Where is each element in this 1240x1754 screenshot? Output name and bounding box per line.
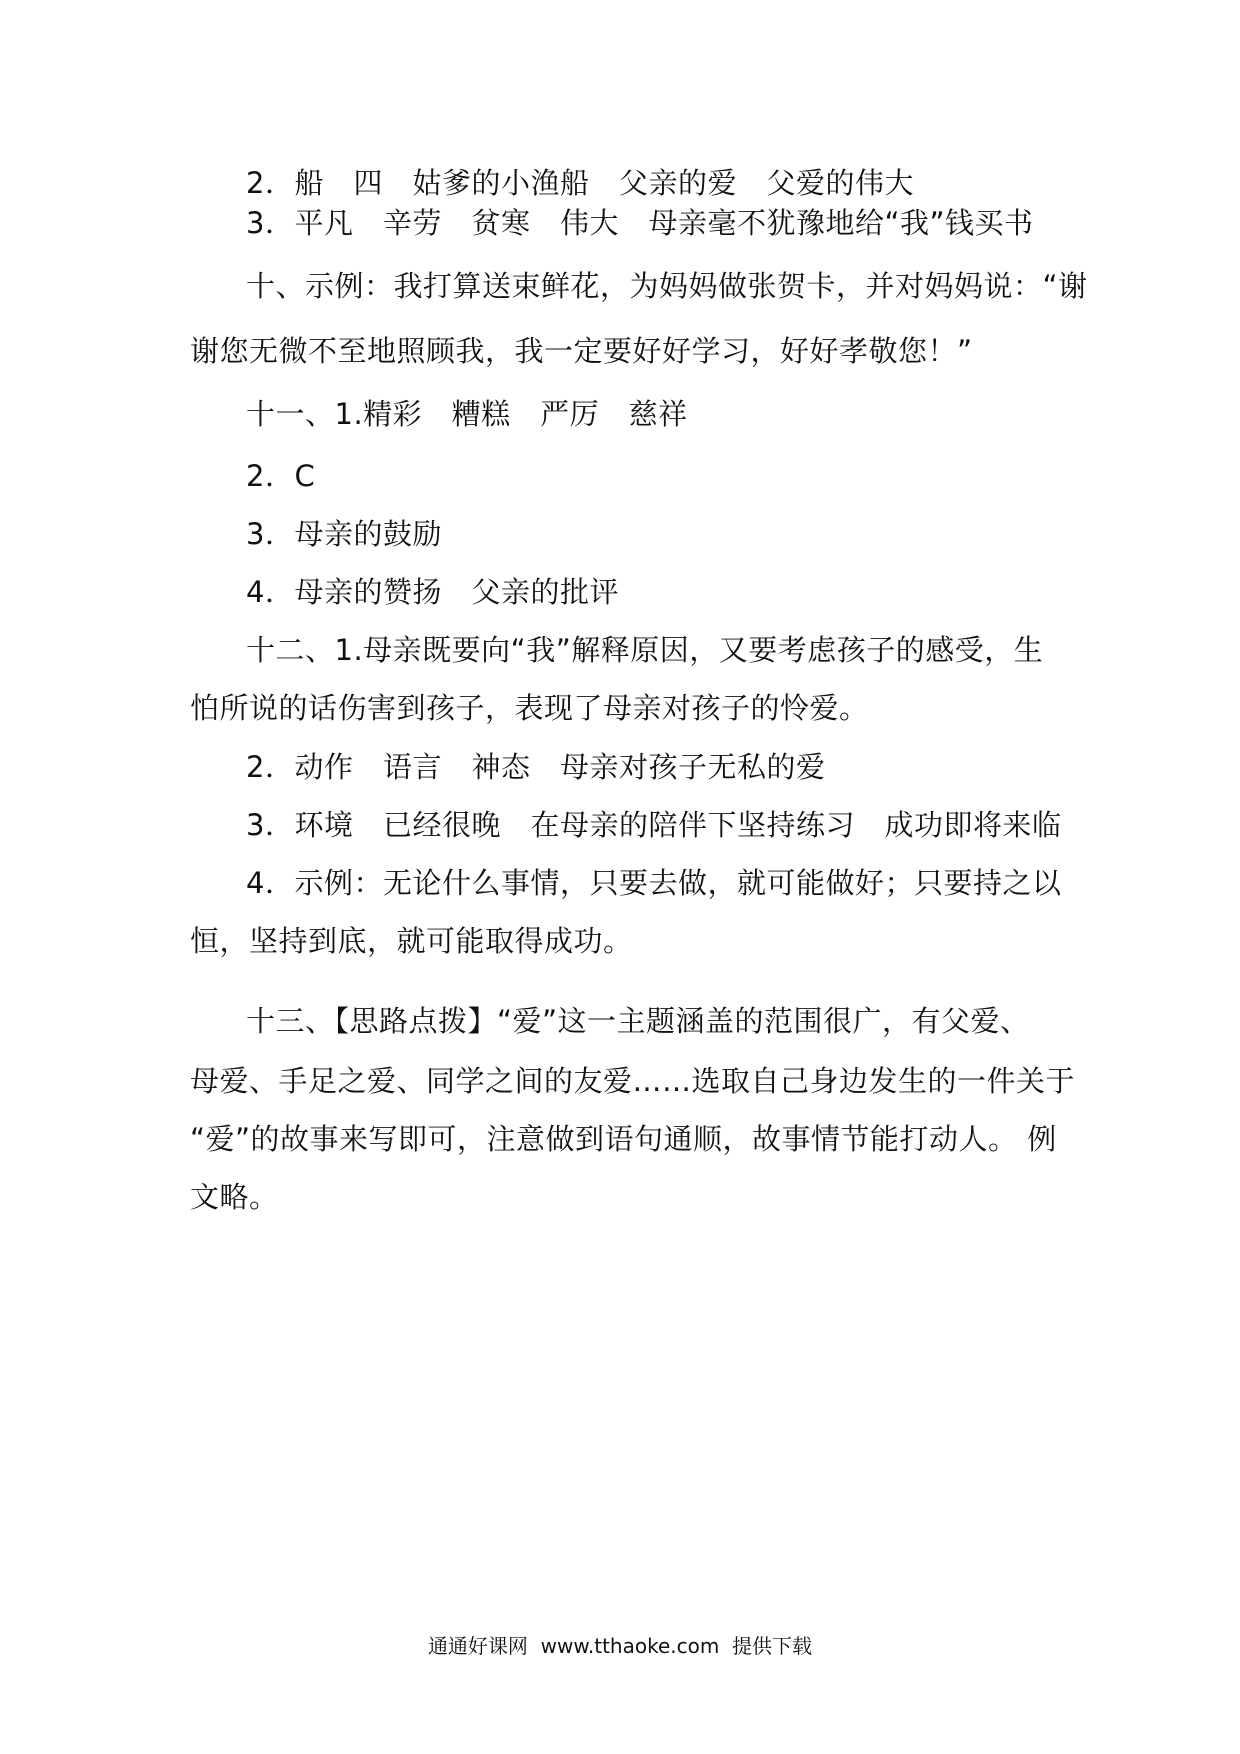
answer-line-1: 2．船 四 姑爹的小渔船 父亲的爱 父爱的伟大 (246, 166, 914, 200)
answer-line-8: 4．母亲的赞扬 父亲的批评 (246, 575, 619, 609)
answer-line-4: 谢您无微不至地照顾我，我一定要好好学习，好好孝敬您！” (190, 334, 973, 368)
answer-line-15: 十三、【思路点拨】“爱”这一主题涵盖的范围很广，有父爱、 (246, 1004, 1030, 1038)
answer-line-17: “爱”的故事来写即可，注意做到语句通顺，故事情节能打动人。 例 (190, 1122, 1057, 1156)
answer-line-2: 3．平凡 辛劳 贫寒 伟大 母亲毫不犹豫地给“我”钱买书 (246, 206, 1034, 240)
answer-line-9: 十二、1.母亲既要向“我”解释原因，又要考虑孩子的感受，生 (246, 633, 1044, 667)
answer-line-6: 2．C (246, 459, 316, 493)
answer-line-5: 十一、1.精彩 糟糕 严厉 慈祥 (246, 397, 688, 431)
answer-line-10: 怕所说的话伤害到孩子，表现了母亲对孩子的怜爱。 (190, 691, 869, 725)
answer-line-12: 3．环境 已经很晚 在母亲的陪伴下坚持练习 成功即将来临 (246, 808, 1062, 842)
answer-line-7: 3．母亲的鼓励 (246, 517, 442, 551)
page-footer: 通通好课网 www.tthaoke.com 提供下载 (427, 1634, 813, 1658)
answer-line-16: 母爱、手足之爱、同学之间的友爱……选取自己身边发生的一件关于 (190, 1064, 1076, 1098)
answer-line-14: 恒，坚持到底，就可能取得成功。 (190, 924, 633, 958)
answer-line-3: 十、示例：我打算送束鲜花，为妈妈做张贺卡，并对妈妈说：“谢 (246, 269, 1088, 303)
answer-line-18: 文略。 (190, 1180, 279, 1214)
answer-line-11: 2．动作 语言 神态 母亲对孩子无私的爱 (246, 750, 826, 784)
answer-line-13: 4．示例：无论什么事情，只要去做，就可能做好；只要持之以 (246, 866, 1062, 900)
